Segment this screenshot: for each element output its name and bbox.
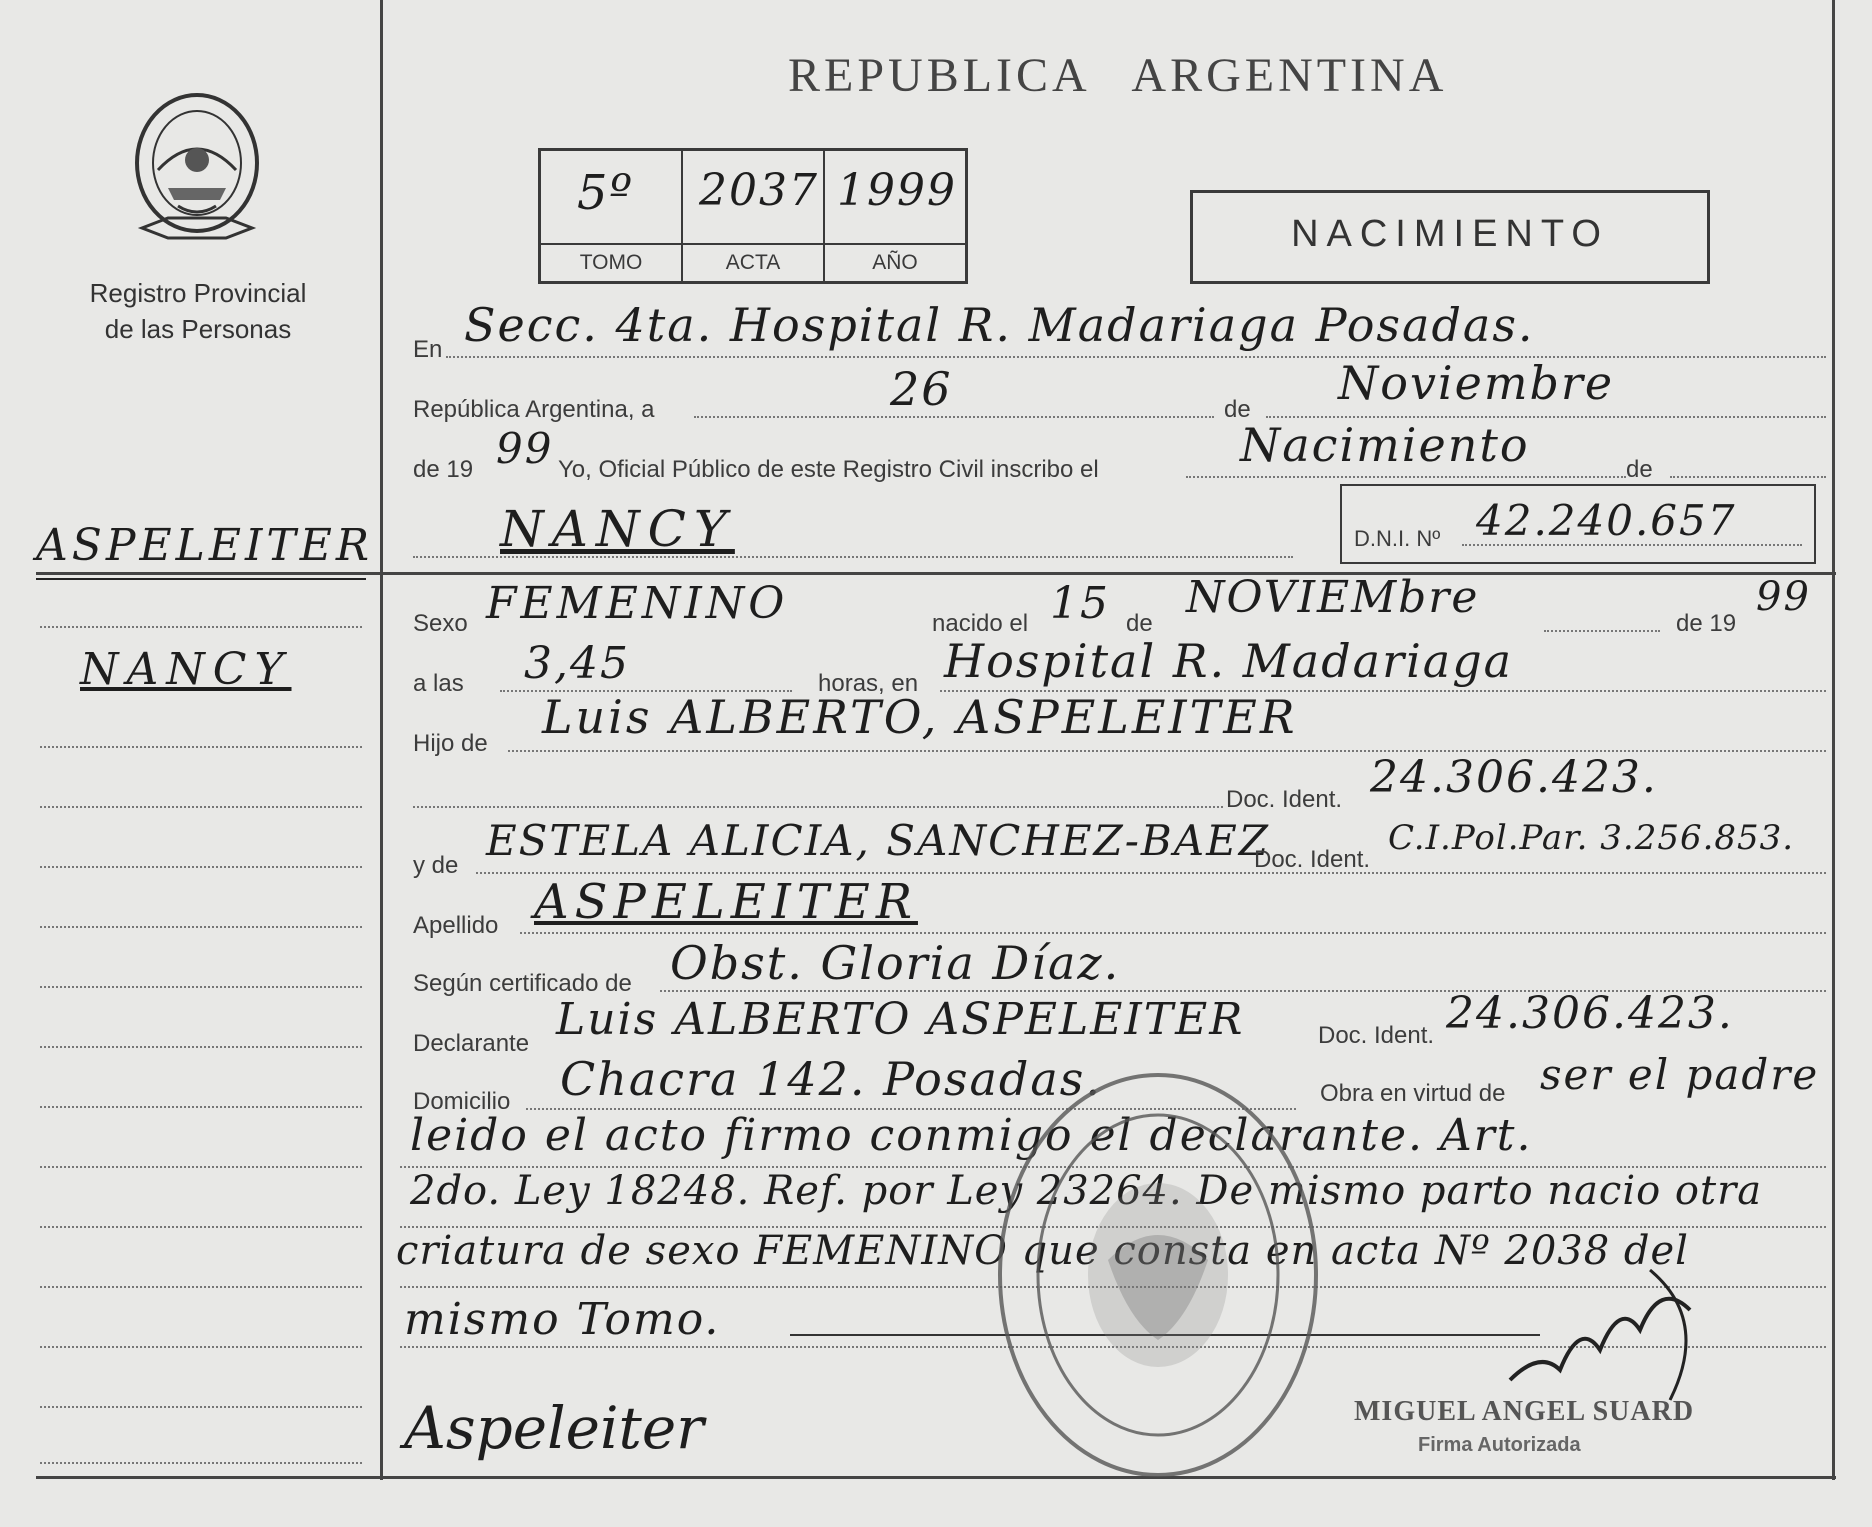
- yo-label: Yo, Oficial Público de este Registro Civil inscribo el: [558, 456, 1099, 483]
- sexo-label: Sexo: [413, 610, 468, 637]
- de2-label: de: [1626, 456, 1653, 483]
- de-label: de: [1224, 396, 1251, 423]
- act-value: Nacimiento: [1240, 418, 1530, 472]
- mother-doc: C.I.Pol.Par. 3.256.853.: [1388, 818, 1795, 858]
- official-name: MIGUEL ANGEL SUARD: [1354, 1396, 1695, 1427]
- de3-label: de: [1126, 610, 1153, 637]
- birth-month: NOVIEMbre: [1186, 572, 1480, 623]
- provincial-seal-icon: [128, 88, 266, 248]
- declarante-label: Declarante: [413, 1030, 530, 1057]
- domicilio-value: Chacra 142. Posadas.: [560, 1052, 1103, 1106]
- registry-name-line2: de las Personas: [104, 314, 292, 344]
- yde-label: y de: [413, 852, 459, 879]
- obra-value: ser el padre: [1540, 1050, 1820, 1099]
- registry-name-line1: Registro Provincial: [89, 278, 307, 308]
- bottom-border: [36, 1476, 1836, 1479]
- declarante-doc: 24.306.423.: [1446, 988, 1734, 1039]
- hijo-label: Hijo de: [413, 730, 488, 757]
- margin-surname: ASPELEITER: [36, 520, 373, 571]
- dni-box: [1340, 484, 1816, 564]
- place-value: Hospital R. Madariaga: [944, 634, 1514, 688]
- en-value: Secc. 4ta. Hospital R. Madariaga Posadas.: [464, 298, 1535, 352]
- acta-label: ACTA: [725, 251, 781, 274]
- name-value: NANCY: [500, 500, 735, 558]
- tomo-label: TOMO: [579, 251, 643, 274]
- section-divider: [36, 572, 1836, 575]
- domicilio-label: Domicilio: [413, 1088, 511, 1115]
- left-column-divider: [380, 0, 383, 1480]
- sexo-value: FEMENINO: [486, 578, 789, 629]
- document-type-label: NACIMIENTO: [1291, 213, 1609, 255]
- father-value: Luis ALBERTO, ASPELEITER: [542, 690, 1298, 744]
- segun-value: Obst. Gloria Díaz.: [670, 936, 1121, 990]
- country-title: REPUBLICA ARGENTINA: [788, 49, 1448, 102]
- anio-label: AÑO: [872, 251, 918, 274]
- father-doc: 24.306.423.: [1370, 752, 1658, 803]
- right-border: [1832, 0, 1835, 1480]
- declarant-signature: Aspeleiter: [404, 1394, 704, 1462]
- birth-year: 99: [1756, 574, 1811, 620]
- month-value: Noviembre: [1338, 356, 1615, 410]
- horas-label: horas, en: [818, 670, 919, 697]
- document-type-box: [1190, 190, 1710, 284]
- segun-label: Según certificado de: [413, 970, 632, 997]
- republica-label: República Argentina, a: [413, 396, 655, 423]
- official-stamp-icon: [988, 1060, 1328, 1490]
- doc-ident-label: Doc. Ident.: [1226, 786, 1343, 813]
- declarante-value: Luis ALBERTO ASPELEITER: [556, 994, 1245, 1045]
- birth-day: 15: [1050, 578, 1110, 629]
- tomo-value: 5º: [577, 165, 635, 221]
- year-value: 99: [496, 424, 554, 473]
- note-line-4: mismo Tomo.: [404, 1294, 721, 1345]
- hour-value: 3,45: [524, 638, 630, 689]
- de19b-label: de 19: [1676, 610, 1737, 637]
- apellido-value: ASPELEITER: [534, 874, 918, 930]
- obra-label: Obra en virtud de: [1320, 1080, 1506, 1107]
- apellido-label: Apellido: [413, 912, 499, 939]
- acta-value: 2037: [699, 165, 819, 216]
- en-label: En: [413, 336, 443, 363]
- official-caption: Firma Autorizada: [1418, 1434, 1581, 1456]
- note-line-3: criatura de sexo FEMENINO que consta en acta Nº 2038 del: [396, 1228, 1689, 1274]
- official-signature-scribble-icon: [1500, 1260, 1720, 1410]
- day-value: 26: [890, 362, 953, 416]
- record-number-box: [538, 148, 968, 284]
- note-line-1: leido el acto firmo conmigo el declarante. Art.: [410, 1110, 1533, 1161]
- de19-label: de 19: [413, 456, 474, 483]
- note-line-2: 2do. Ley 18248. Ref. por Ley 23264. De mismo parto nacio otra: [410, 1168, 1763, 1214]
- dni-label: D.N.I. Nº: [1354, 526, 1441, 551]
- nacido-label: nacido el: [932, 610, 1029, 637]
- mother-value: ESTELA ALICIA, SANCHEZ-BAEZ: [486, 816, 1270, 865]
- doc-ident2-label: Doc. Ident.: [1254, 846, 1371, 873]
- doc-ident3-label: Doc. Ident.: [1318, 1022, 1435, 1049]
- anio-value: 1999: [837, 165, 957, 216]
- margin-given-name: NANCY: [80, 644, 292, 695]
- dni-value: 42.240.657: [1476, 496, 1737, 545]
- alas-label: a las: [413, 670, 464, 697]
